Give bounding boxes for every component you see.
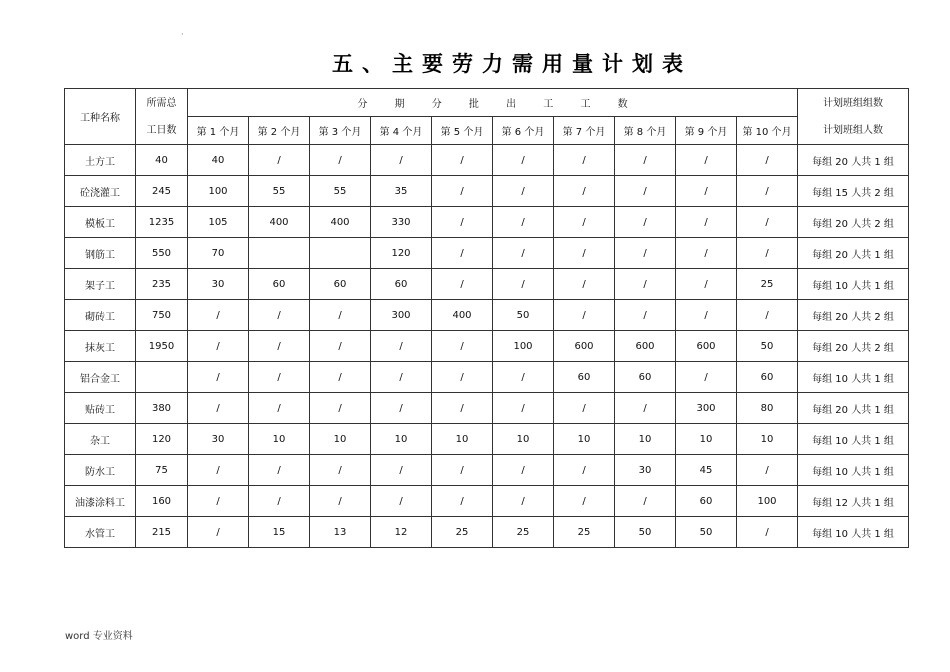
month-2-cell: / [249, 486, 310, 517]
month-5-cell: / [432, 486, 493, 517]
month-7-cell: / [554, 269, 615, 300]
header-month-7: 第 7 个月 [554, 117, 615, 145]
month-5-cell: / [432, 207, 493, 238]
month-8-cell: 600 [615, 331, 676, 362]
month-1-cell: 30 [188, 269, 249, 300]
month-5-cell: / [432, 145, 493, 176]
worker-type-cell: 钢筋工 [65, 238, 136, 269]
month-10-cell: / [737, 145, 798, 176]
month-6-cell: / [493, 269, 554, 300]
plan-cell: 每组 20 人共 1 组 [798, 393, 909, 424]
month-10-cell: / [737, 207, 798, 238]
month-2-cell: 10 [249, 424, 310, 455]
month-6-cell: / [493, 238, 554, 269]
table-row [65, 269, 909, 300]
month-7-cell: 600 [554, 331, 615, 362]
plan-cell: 每组 10 人共 1 组 [798, 424, 909, 455]
stray-dot: · [181, 30, 184, 39]
header-plan [798, 89, 909, 145]
month-3-cell: / [310, 362, 371, 393]
month-10-cell: / [737, 300, 798, 331]
header-total-line1: 所需总 [146, 97, 177, 109]
month-7-cell: / [554, 455, 615, 486]
month-6-cell: / [493, 455, 554, 486]
month-8-cell: / [615, 269, 676, 300]
month-6-cell: / [493, 486, 554, 517]
month-4-cell: / [371, 486, 432, 517]
header-month-1: 第 1 个月 [188, 117, 249, 145]
month-4-cell: / [371, 145, 432, 176]
worker-type-cell: 架子工 [65, 269, 136, 300]
header-batch-workers: 分 期 分 批 出 工 工 数 [188, 89, 798, 117]
month-8-cell: / [615, 238, 676, 269]
month-2-cell: 60 [249, 269, 310, 300]
month-1-cell: / [188, 331, 249, 362]
month-10-cell: 10 [737, 424, 798, 455]
header-plan-line2: 计划班组人数 [823, 124, 884, 136]
month-9-cell: 10 [676, 424, 737, 455]
month-10-cell: 25 [737, 269, 798, 300]
month-9-cell: / [676, 269, 737, 300]
table-row [65, 207, 909, 238]
month-3-cell [310, 238, 371, 269]
month-10-cell: / [737, 238, 798, 269]
worker-type-cell: 贴砖工 [65, 393, 136, 424]
plan-cell: 每组 10 人共 1 组 [798, 362, 909, 393]
month-4-cell: 60 [371, 269, 432, 300]
month-7-cell: / [554, 393, 615, 424]
table-row [65, 362, 909, 393]
month-3-cell: / [310, 300, 371, 331]
total-days-cell: 550 [136, 238, 188, 269]
plan-cell: 每组 20 人共 2 组 [798, 331, 909, 362]
page-title: 五、主要劳力需用量计划表 [332, 52, 692, 76]
month-6-cell: / [493, 362, 554, 393]
month-7-cell: / [554, 238, 615, 269]
worker-type-cell: 防水工 [65, 455, 136, 486]
month-7-cell: 25 [554, 517, 615, 548]
month-8-cell: / [615, 393, 676, 424]
table-row [65, 517, 909, 548]
month-7-cell: / [554, 486, 615, 517]
month-4-cell: 300 [371, 300, 432, 331]
table-row [65, 486, 909, 517]
header-total-days [136, 89, 188, 145]
month-10-cell: / [737, 517, 798, 548]
month-9-cell: / [676, 207, 737, 238]
plan-cell: 每组 12 人共 1 组 [798, 486, 909, 517]
total-days-cell [136, 362, 188, 393]
month-4-cell: 10 [371, 424, 432, 455]
month-5-cell: 10 [432, 424, 493, 455]
month-9-cell: 600 [676, 331, 737, 362]
month-1-cell: / [188, 393, 249, 424]
header-month-3: 第 3 个月 [310, 117, 371, 145]
plan-cell: 每组 20 人共 1 组 [798, 145, 909, 176]
header-month-6: 第 6 个月 [493, 117, 554, 145]
month-7-cell: / [554, 207, 615, 238]
month-6-cell: / [493, 207, 554, 238]
labor-plan-table [64, 88, 909, 548]
month-4-cell: 330 [371, 207, 432, 238]
month-10-cell: 60 [737, 362, 798, 393]
plan-cell: 每组 20 人共 2 组 [798, 300, 909, 331]
month-3-cell: / [310, 331, 371, 362]
month-9-cell: 300 [676, 393, 737, 424]
table-row [65, 393, 909, 424]
month-5-cell: / [432, 176, 493, 207]
month-1-cell: 100 [188, 176, 249, 207]
month-5-cell: / [432, 362, 493, 393]
month-1-cell: / [188, 362, 249, 393]
month-10-cell: 50 [737, 331, 798, 362]
month-3-cell: 55 [310, 176, 371, 207]
month-3-cell: / [310, 393, 371, 424]
month-9-cell: / [676, 145, 737, 176]
month-8-cell: / [615, 207, 676, 238]
month-1-cell: / [188, 455, 249, 486]
worker-type-cell: 杂工 [65, 424, 136, 455]
month-8-cell: / [615, 300, 676, 331]
worker-type-cell: 水管工 [65, 517, 136, 548]
month-1-cell: / [188, 300, 249, 331]
total-days-cell: 215 [136, 517, 188, 548]
total-days-cell: 380 [136, 393, 188, 424]
month-6-cell: / [493, 176, 554, 207]
month-2-cell: / [249, 393, 310, 424]
total-days-cell: 750 [136, 300, 188, 331]
month-10-cell: / [737, 455, 798, 486]
total-days-cell: 1950 [136, 331, 188, 362]
plan-cell: 每组 10 人共 1 组 [798, 455, 909, 486]
month-6-cell: 10 [493, 424, 554, 455]
month-2-cell: / [249, 455, 310, 486]
month-5-cell: 400 [432, 300, 493, 331]
plan-cell: 每组 10 人共 1 组 [798, 517, 909, 548]
month-6-cell: 25 [493, 517, 554, 548]
month-9-cell: / [676, 176, 737, 207]
header-worker-type: 工种名称 [65, 89, 136, 145]
month-5-cell: / [432, 393, 493, 424]
month-6-cell: / [493, 145, 554, 176]
header-plan-line1: 计划班组组数 [823, 97, 884, 109]
header-month-8: 第 8 个月 [615, 117, 676, 145]
month-2-cell: / [249, 145, 310, 176]
table-row [65, 176, 909, 207]
worker-type-cell: 土方工 [65, 145, 136, 176]
month-10-cell: 80 [737, 393, 798, 424]
total-days-cell: 235 [136, 269, 188, 300]
footer-note: word 专业资料 [65, 631, 133, 642]
month-8-cell: / [615, 176, 676, 207]
total-days-cell: 40 [136, 145, 188, 176]
month-3-cell: / [310, 486, 371, 517]
worker-type-cell: 砌砖工 [65, 300, 136, 331]
month-7-cell: / [554, 300, 615, 331]
month-1-cell: / [188, 517, 249, 548]
month-3-cell: 10 [310, 424, 371, 455]
table-row [65, 300, 909, 331]
month-8-cell: 60 [615, 362, 676, 393]
worker-type-cell: 抹灰工 [65, 331, 136, 362]
month-5-cell: / [432, 455, 493, 486]
month-1-cell: / [188, 486, 249, 517]
month-9-cell: 50 [676, 517, 737, 548]
month-2-cell: 400 [249, 207, 310, 238]
month-4-cell: / [371, 455, 432, 486]
total-days-cell: 245 [136, 176, 188, 207]
month-2-cell [249, 238, 310, 269]
month-10-cell: 100 [737, 486, 798, 517]
month-8-cell: 30 [615, 455, 676, 486]
table-row [65, 331, 909, 362]
month-7-cell: / [554, 176, 615, 207]
total-days-cell: 120 [136, 424, 188, 455]
header-month-2: 第 2 个月 [249, 117, 310, 145]
month-5-cell: / [432, 269, 493, 300]
total-days-cell: 75 [136, 455, 188, 486]
month-7-cell: 10 [554, 424, 615, 455]
table-row [65, 145, 909, 176]
month-2-cell: 55 [249, 176, 310, 207]
table-row [65, 238, 909, 269]
total-days-cell: 1235 [136, 207, 188, 238]
header-month-5: 第 5 个月 [432, 117, 493, 145]
header-month-4: 第 4 个月 [371, 117, 432, 145]
month-1-cell: 70 [188, 238, 249, 269]
plan-cell: 每组 10 人共 1 组 [798, 269, 909, 300]
month-7-cell: / [554, 145, 615, 176]
worker-type-cell: 模板工 [65, 207, 136, 238]
month-5-cell: 25 [432, 517, 493, 548]
total-days-cell: 160 [136, 486, 188, 517]
month-2-cell: / [249, 331, 310, 362]
month-7-cell: 60 [554, 362, 615, 393]
month-4-cell: 12 [371, 517, 432, 548]
month-10-cell: / [737, 176, 798, 207]
table-row [65, 455, 909, 486]
month-9-cell: / [676, 362, 737, 393]
month-2-cell: / [249, 362, 310, 393]
worker-type-cell: 砼浇灌工 [65, 176, 136, 207]
month-4-cell: 120 [371, 238, 432, 269]
month-3-cell: / [310, 145, 371, 176]
month-1-cell: 30 [188, 424, 249, 455]
month-8-cell: / [615, 486, 676, 517]
worker-type-cell: 铝合金工 [65, 362, 136, 393]
month-9-cell: / [676, 238, 737, 269]
plan-cell: 每组 20 人共 2 组 [798, 207, 909, 238]
month-3-cell: / [310, 455, 371, 486]
month-4-cell: / [371, 362, 432, 393]
month-8-cell: / [615, 145, 676, 176]
month-8-cell: 10 [615, 424, 676, 455]
month-5-cell: / [432, 238, 493, 269]
plan-cell: 每组 15 人共 2 组 [798, 176, 909, 207]
month-3-cell: 13 [310, 517, 371, 548]
month-9-cell: 45 [676, 455, 737, 486]
worker-type-cell: 油漆涂料工 [65, 486, 136, 517]
month-3-cell: 60 [310, 269, 371, 300]
month-6-cell: / [493, 393, 554, 424]
month-2-cell: 15 [249, 517, 310, 548]
header-month-9: 第 9 个月 [676, 117, 737, 145]
month-3-cell: 400 [310, 207, 371, 238]
header-total-line2: 工日数 [146, 124, 177, 136]
month-8-cell: 50 [615, 517, 676, 548]
plan-cell: 每组 20 人共 1 组 [798, 238, 909, 269]
month-9-cell: 60 [676, 486, 737, 517]
table-row [65, 424, 909, 455]
month-6-cell: 100 [493, 331, 554, 362]
month-2-cell: / [249, 300, 310, 331]
month-5-cell: / [432, 331, 493, 362]
month-4-cell: / [371, 393, 432, 424]
header-month-10: 第 10 个月 [737, 117, 798, 145]
month-1-cell: 105 [188, 207, 249, 238]
month-4-cell: 35 [371, 176, 432, 207]
month-9-cell: / [676, 300, 737, 331]
month-4-cell: / [371, 331, 432, 362]
month-6-cell: 50 [493, 300, 554, 331]
month-1-cell: 40 [188, 145, 249, 176]
